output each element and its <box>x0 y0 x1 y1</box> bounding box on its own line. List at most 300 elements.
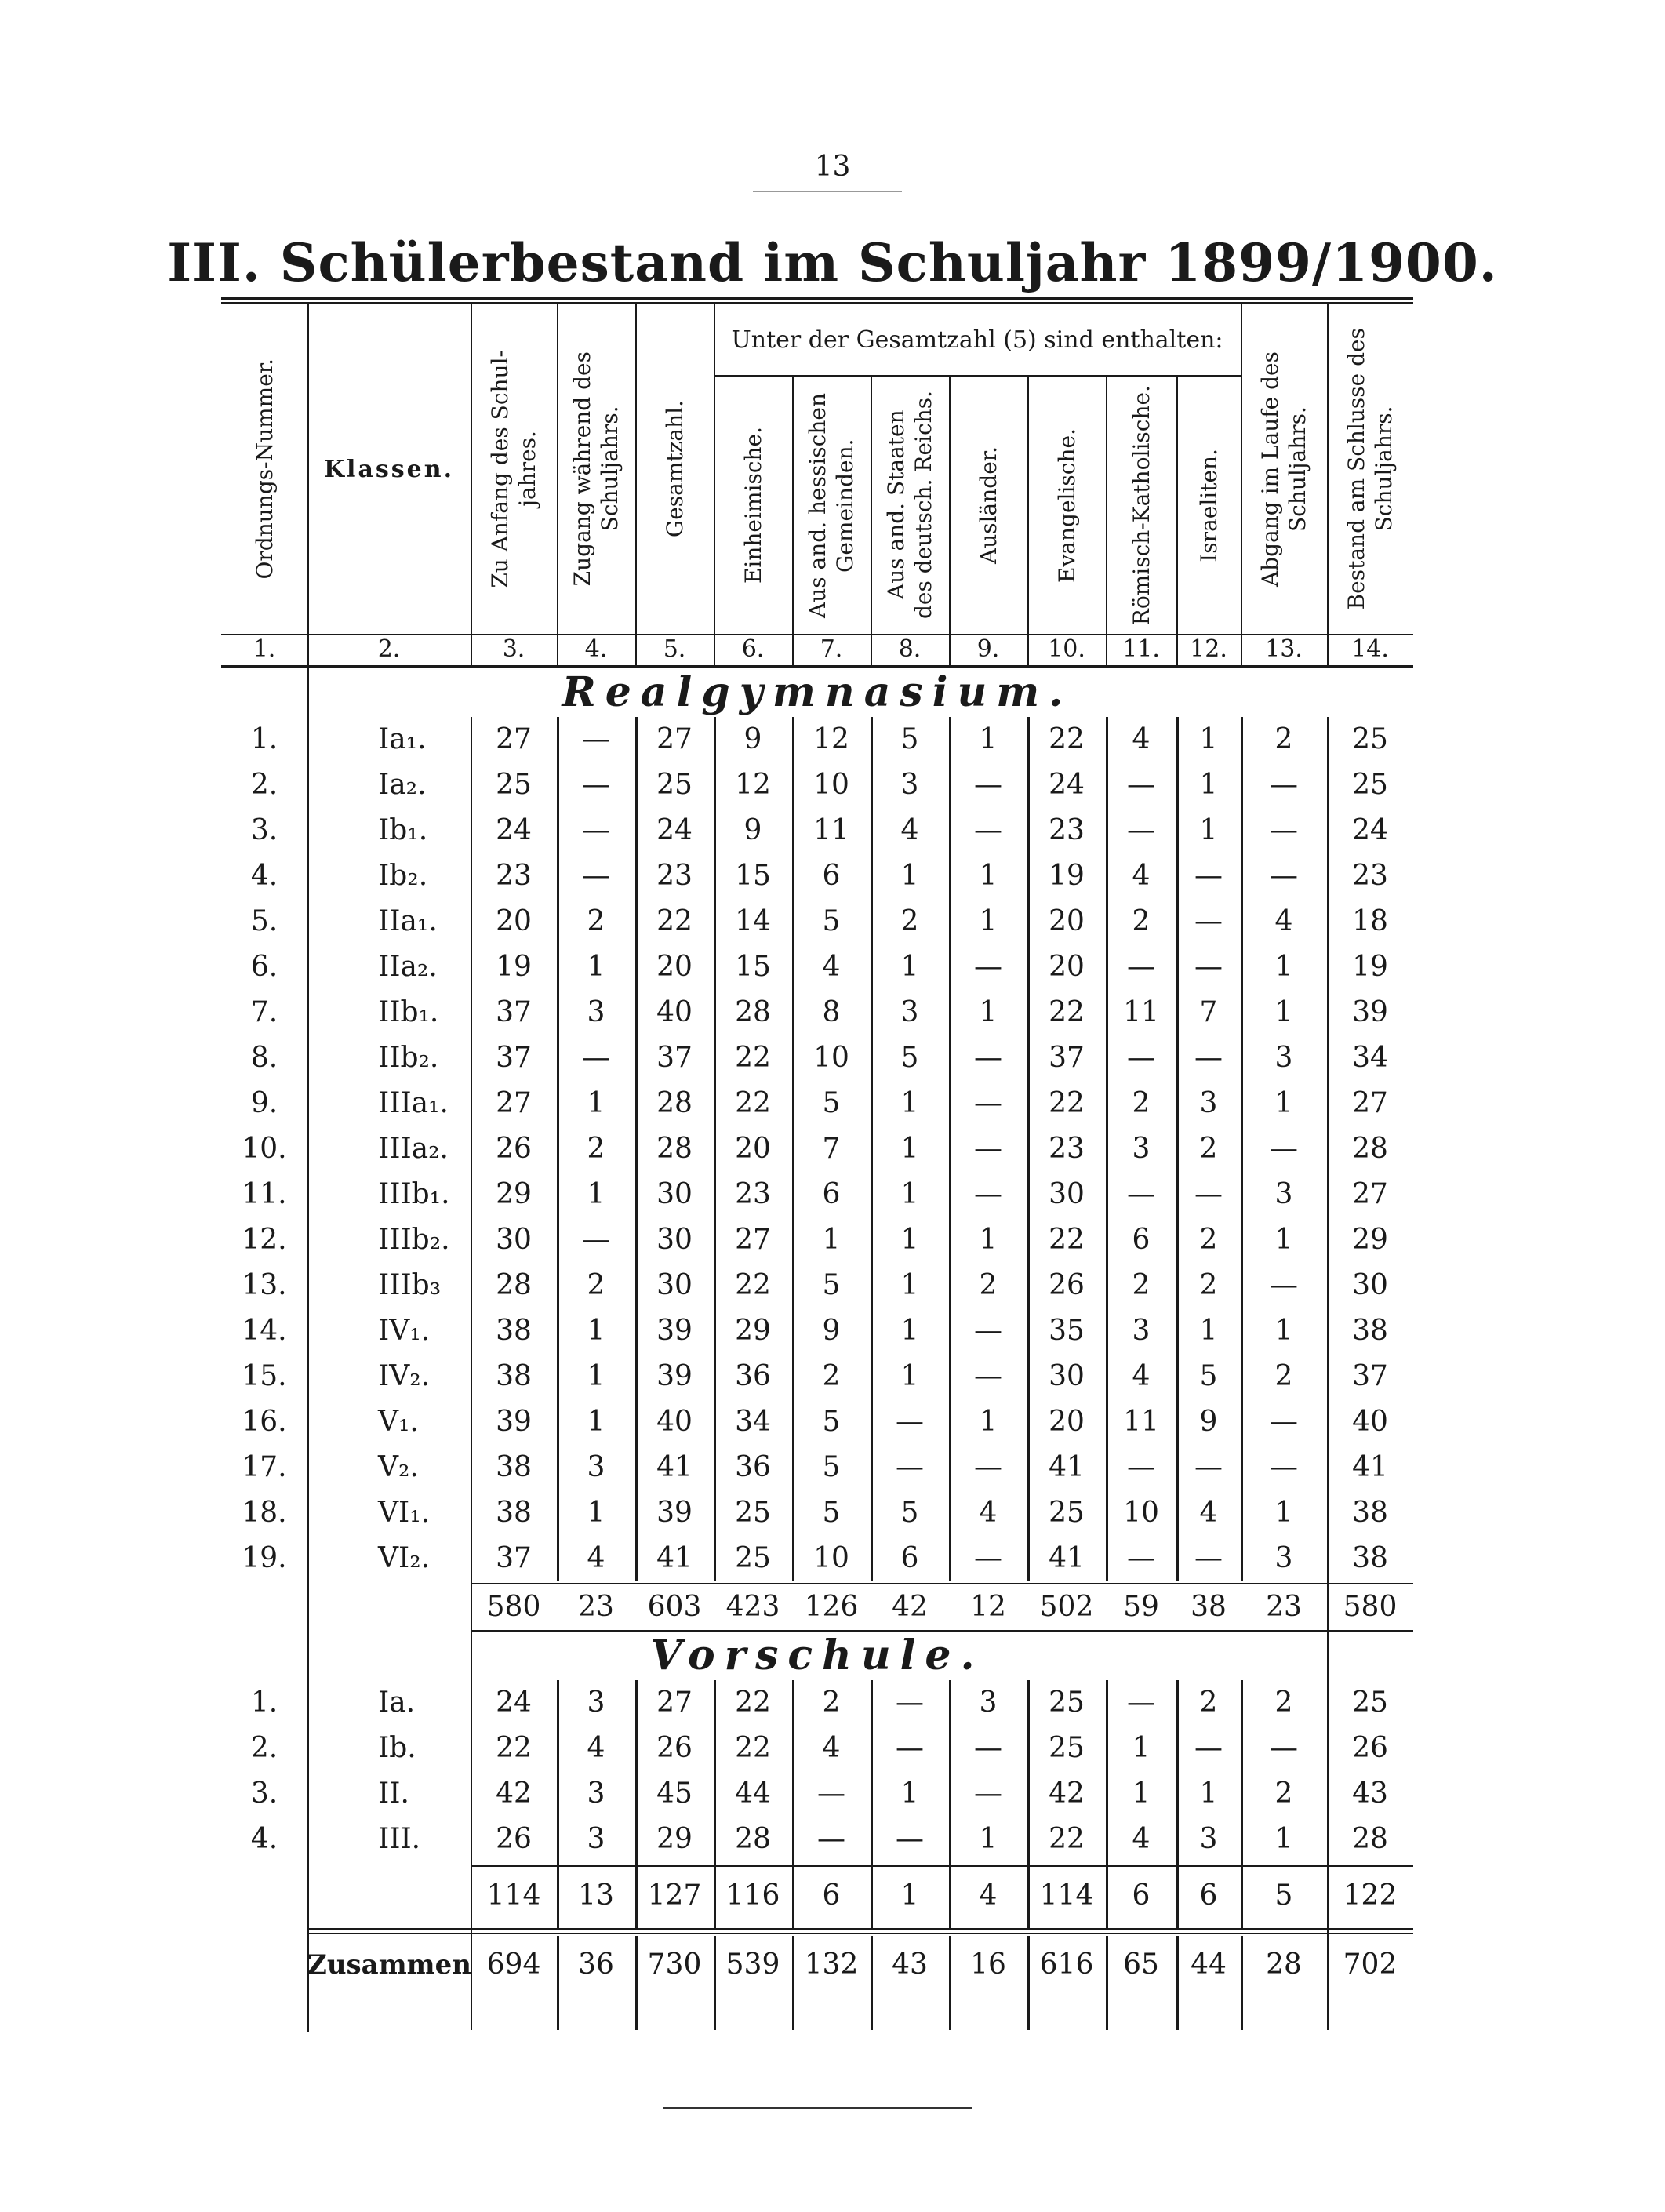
cell-deutsche: 1 <box>900 1133 919 1165</box>
cell-bestand: 28 <box>1352 1823 1388 1855</box>
cell-bestand: 27 <box>1352 1178 1388 1210</box>
body-tick <box>1176 717 1179 1581</box>
cell-auslaender: — <box>974 1777 1002 1810</box>
cell-katholische: 10 <box>1123 1497 1159 1529</box>
cell-anfang: 27 <box>496 1087 532 1119</box>
cell-israeliten: 7 <box>1199 996 1218 1028</box>
cell-gesamt: 20 <box>656 951 693 983</box>
cell-hessische: 5 <box>822 1451 841 1483</box>
total-deutsche: 42 <box>892 1591 928 1623</box>
table-row <box>221 717 1413 762</box>
cell-anfang: 28 <box>496 1269 532 1301</box>
cell-abgang: 1 <box>1274 1087 1293 1119</box>
cell-anfang: 37 <box>496 1542 532 1574</box>
grand-anfang: 694 <box>486 1948 541 1981</box>
cell-katholische: 4 <box>1132 1823 1151 1855</box>
body-tick <box>871 1936 873 2030</box>
cell-nr: 17. <box>242 1451 287 1483</box>
cell-bestand: 24 <box>1352 814 1388 846</box>
cell-bestand: 39 <box>1352 996 1388 1028</box>
table-row <box>221 853 1413 899</box>
cell-auslaender: 3 <box>979 1686 998 1719</box>
cell-klasse: IIIb₃ <box>378 1269 442 1301</box>
cell-hessische: 10 <box>813 769 849 801</box>
total-israeliten: 6 <box>1199 1879 1218 1912</box>
cell-abgang: 1 <box>1274 1497 1293 1529</box>
cell-gesamt: 27 <box>656 723 693 755</box>
cell-evangelische: 30 <box>1049 1360 1085 1392</box>
header-zugang: Zugang während des Schuljahrs. <box>569 351 623 587</box>
body-tick <box>557 1936 559 2030</box>
cell-klasse: Ib₂. <box>378 860 428 892</box>
cell-katholische: 3 <box>1132 1315 1151 1347</box>
header-einheimische: Einheimische. <box>740 426 766 584</box>
cell-bestand: 38 <box>1352 1497 1388 1529</box>
cell-einheimische: 9 <box>743 814 762 846</box>
cell-anfang: 24 <box>496 1686 532 1719</box>
cell-katholische: — <box>1127 1042 1155 1074</box>
cell-deutsche: 1 <box>900 1777 919 1810</box>
cell-deutsche: 5 <box>900 723 919 755</box>
cell-deutsche: 1 <box>900 1178 919 1210</box>
cell-gesamt: 39 <box>656 1497 693 1529</box>
cell-deutsche: 1 <box>900 1360 919 1392</box>
table-row <box>221 1263 1413 1308</box>
total-zugang: 13 <box>578 1879 614 1912</box>
cell-gesamt: 28 <box>656 1133 693 1165</box>
column-number: 2. <box>377 635 401 663</box>
cell-hessische: 5 <box>822 1087 841 1119</box>
cell-anfang: 25 <box>496 769 532 801</box>
cell-klasse: IIIb₁. <box>378 1178 450 1210</box>
cell-abgang: — <box>1270 1451 1298 1483</box>
cell-evangelische: 26 <box>1049 1269 1085 1301</box>
bottom-rule <box>663 2107 972 2109</box>
cell-klasse: IV₁. <box>378 1315 431 1347</box>
cell-katholische: 2 <box>1132 905 1151 937</box>
cell-klasse: IIIb₂. <box>378 1224 450 1256</box>
cell-hessische: — <box>817 1823 845 1855</box>
cell-abgang: 3 <box>1274 1178 1293 1210</box>
cell-anfang: 19 <box>496 951 532 983</box>
cell-hessische: 11 <box>813 814 849 846</box>
column-number: 6. <box>741 635 765 663</box>
page-title: III. Schülerbestand im Schuljahr 1899/1900. <box>167 232 1498 293</box>
cell-deutsche: — <box>896 1406 924 1438</box>
cell-katholische: 1 <box>1132 1777 1151 1810</box>
cell-bestand: 43 <box>1352 1777 1388 1810</box>
cell-abgang: 2 <box>1274 1360 1293 1392</box>
cell-einheimische: 22 <box>735 1732 771 1764</box>
cell-evangelische: 25 <box>1049 1497 1085 1529</box>
cell-hessische: 9 <box>822 1315 841 1347</box>
cell-evangelische: 20 <box>1049 905 1085 937</box>
cell-nr: 1. <box>250 1686 278 1719</box>
cell-einheimische: 12 <box>735 769 771 801</box>
column-number: 14. <box>1351 635 1389 663</box>
cell-einheimische: 44 <box>735 1777 771 1810</box>
body-tick <box>1176 1680 1179 1928</box>
cell-zugang: 3 <box>587 1686 605 1719</box>
body-tick <box>949 717 951 1581</box>
cell-deutsche: 2 <box>900 905 919 937</box>
grand-israeliten: 44 <box>1191 1948 1227 1981</box>
column-number: 8. <box>898 635 922 663</box>
cell-nr: 3. <box>250 814 278 846</box>
table-row <box>221 1126 1413 1172</box>
body-tick <box>635 1680 638 1928</box>
cell-israeliten: 1 <box>1199 769 1218 801</box>
cell-bestand: 38 <box>1352 1542 1388 1574</box>
cell-klasse: IV₂. <box>378 1360 431 1392</box>
cell-abgang: 3 <box>1274 1542 1293 1574</box>
cell-gesamt: 29 <box>656 1823 693 1855</box>
cell-anfang: 38 <box>496 1451 532 1483</box>
column-number: 11. <box>1122 635 1160 663</box>
cell-anfang: 29 <box>496 1178 532 1210</box>
cell-nr: 18. <box>242 1497 287 1529</box>
cell-nr: 9. <box>250 1087 278 1119</box>
cell-klasse: IIb₂. <box>378 1042 439 1074</box>
cell-gesamt: 41 <box>656 1542 693 1574</box>
grand-hessische: 132 <box>804 1948 859 1981</box>
cell-abgang: — <box>1270 1133 1298 1165</box>
grand-auslaender: 16 <box>970 1948 1006 1981</box>
cell-auslaender: — <box>974 1542 1002 1574</box>
body-tick <box>949 1680 951 1928</box>
cell-anfang: 26 <box>496 1133 532 1165</box>
table-row <box>221 1445 1413 1490</box>
cell-auslaender: — <box>974 769 1002 801</box>
cell-auslaender: 1 <box>979 1406 998 1438</box>
cell-nr: 11. <box>242 1178 287 1210</box>
cell-einheimische: 36 <box>735 1360 771 1392</box>
cell-deutsche: 3 <box>900 769 919 801</box>
cell-klasse: Ia. <box>378 1686 416 1719</box>
cell-zugang: 1 <box>587 1315 605 1347</box>
cell-einheimische: 20 <box>735 1133 771 1165</box>
table-row <box>221 1817 1413 1862</box>
body-tick <box>1241 1680 1243 1928</box>
cell-einheimische: 25 <box>735 1497 771 1529</box>
cell-deutsche: 6 <box>900 1542 919 1574</box>
cell-bestand: 28 <box>1352 1133 1388 1165</box>
grand-evangelische: 616 <box>1039 1948 1094 1981</box>
cell-nr: 8. <box>250 1042 278 1074</box>
cell-bestand: 25 <box>1352 723 1388 755</box>
cell-abgang: — <box>1270 1732 1298 1764</box>
cell-abgang: 4 <box>1274 905 1293 937</box>
body-tick <box>1027 717 1030 1581</box>
total-zugang: 23 <box>578 1591 614 1623</box>
cell-auslaender: 1 <box>979 996 998 1028</box>
cell-zugang: — <box>582 814 610 846</box>
cell-zugang: 1 <box>587 1497 605 1529</box>
cell-nr: 16. <box>242 1406 287 1438</box>
cell-zugang: 2 <box>587 1133 605 1165</box>
body-tick <box>1241 717 1243 1581</box>
grand-zugang: 36 <box>578 1948 614 1981</box>
cell-deutsche: 4 <box>900 814 919 846</box>
cell-evangelische: 23 <box>1049 1133 1085 1165</box>
cell-einheimische: 9 <box>743 723 762 755</box>
section-title-vorschule: Vorschule. <box>650 1632 984 1679</box>
body-tick <box>1027 1680 1030 1928</box>
cell-auslaender: 2 <box>979 1269 998 1301</box>
cell-auslaender: 1 <box>979 1224 998 1256</box>
total-anfang: 114 <box>486 1879 541 1912</box>
grand-total-rule-double <box>307 1933 1413 1934</box>
cell-abgang: — <box>1270 860 1298 892</box>
body-tick <box>1241 1936 1243 2030</box>
cell-israeliten: 1 <box>1199 723 1218 755</box>
cell-evangelische: 25 <box>1049 1686 1085 1719</box>
cell-einheimische: 28 <box>735 996 771 1028</box>
cell-auslaender: 1 <box>979 723 998 755</box>
subtotal-row <box>221 1873 1413 1919</box>
table-row <box>221 1536 1413 1581</box>
cell-auslaender: — <box>974 1451 1002 1483</box>
table-row <box>221 1035 1413 1081</box>
cell-gesamt: 37 <box>656 1042 693 1074</box>
total-evangelische: 114 <box>1039 1879 1094 1912</box>
cell-klasse: IIa₁. <box>378 905 438 937</box>
cell-klasse: Ia₁. <box>378 723 427 755</box>
total-gesamt: 127 <box>647 1879 702 1912</box>
cell-katholische: — <box>1127 769 1155 801</box>
cell-gesamt: 40 <box>656 996 693 1028</box>
enrollment-table <box>221 297 1413 2030</box>
cell-katholische: — <box>1127 1542 1155 1574</box>
cell-abgang: — <box>1270 1269 1298 1301</box>
cell-israeliten: — <box>1194 1451 1223 1483</box>
cell-israeliten: 5 <box>1199 1360 1218 1392</box>
cell-bestand: 38 <box>1352 1315 1388 1347</box>
body-tick <box>557 717 559 1581</box>
cell-bestand: 23 <box>1352 860 1388 892</box>
cell-israeliten: 2 <box>1199 1224 1218 1256</box>
cell-bestand: 37 <box>1352 1360 1388 1392</box>
body-tick <box>557 1680 559 1928</box>
cell-auslaender: 1 <box>979 1823 998 1855</box>
cell-einheimische: 34 <box>735 1406 771 1438</box>
grand-katholische: 65 <box>1123 1948 1159 1981</box>
column-number: 4. <box>584 635 608 663</box>
cell-zugang: 1 <box>587 1406 605 1438</box>
cell-abgang: 1 <box>1274 996 1293 1028</box>
cell-nr: 12. <box>242 1224 287 1256</box>
column-number: 12. <box>1190 635 1227 663</box>
table-row <box>221 1399 1413 1445</box>
body-tick <box>714 717 716 1581</box>
cell-katholische: 4 <box>1132 1360 1151 1392</box>
cell-deutsche: 1 <box>900 860 919 892</box>
subtotal-rule <box>471 1865 1413 1867</box>
cell-zugang: 1 <box>587 1360 605 1392</box>
colnum-bottom-rule <box>221 665 1413 668</box>
cell-hessische: 4 <box>822 1732 841 1764</box>
cell-evangelische: 19 <box>1049 860 1085 892</box>
column-number: 7. <box>820 635 843 663</box>
header-klassen: Klassen. <box>323 455 455 483</box>
cell-abgang: 1 <box>1274 1823 1293 1855</box>
cell-deutsche: — <box>896 1451 924 1483</box>
cell-deutsche: — <box>896 1823 924 1855</box>
body-tick <box>871 1680 873 1928</box>
cell-israeliten: 1 <box>1199 814 1218 846</box>
cell-gesamt: 45 <box>656 1777 693 1810</box>
cell-bestand: 26 <box>1352 1732 1388 1764</box>
cell-anfang: 23 <box>496 860 532 892</box>
cell-evangelische: 30 <box>1049 1178 1085 1210</box>
cell-nr: 7. <box>250 996 278 1028</box>
cell-gesamt: 27 <box>656 1686 693 1719</box>
cell-katholische: 1 <box>1132 1732 1151 1764</box>
cell-israeliten: 1 <box>1199 1777 1218 1810</box>
grand-abgang: 28 <box>1266 1948 1302 1981</box>
cell-bestand: 18 <box>1352 905 1388 937</box>
body-tick <box>714 1680 716 1928</box>
body-tick <box>635 1936 638 2030</box>
total-gesamt: 603 <box>647 1591 702 1623</box>
cell-deutsche: 3 <box>900 996 919 1028</box>
body-tick <box>792 717 794 1581</box>
total-anfang: 580 <box>486 1591 541 1623</box>
cell-israeliten: — <box>1194 1178 1223 1210</box>
grand-bestand: 702 <box>1343 1948 1398 1981</box>
cell-nr: 15. <box>242 1360 287 1392</box>
cell-nr: 13. <box>242 1269 287 1301</box>
cell-einheimische: 36 <box>735 1451 771 1483</box>
cell-evangelische: 22 <box>1049 1224 1085 1256</box>
table-row <box>221 1081 1413 1126</box>
cell-nr: 10. <box>242 1133 287 1165</box>
body-tick <box>1027 1936 1030 2030</box>
cell-anfang: 37 <box>496 996 532 1028</box>
cell-anfang: 30 <box>496 1224 532 1256</box>
cell-hessische: 10 <box>813 1042 849 1074</box>
cell-israeliten: — <box>1194 860 1223 892</box>
cell-nr: 2. <box>250 769 278 801</box>
cell-gesamt: 24 <box>656 814 693 846</box>
cell-israeliten: 9 <box>1199 1406 1218 1438</box>
cell-nr: 4. <box>250 1823 278 1855</box>
total-israeliten: 38 <box>1191 1591 1227 1623</box>
cell-zugang: — <box>582 860 610 892</box>
cell-bestand: 27 <box>1352 1087 1388 1119</box>
grand-total-row <box>221 1942 1413 1988</box>
cell-evangelische: 22 <box>1049 1823 1085 1855</box>
cell-israeliten: — <box>1194 905 1223 937</box>
cell-israeliten: 4 <box>1199 1497 1218 1529</box>
table-row <box>221 899 1413 944</box>
cell-nr: 2. <box>250 1732 278 1764</box>
cell-gesamt: 39 <box>656 1360 693 1392</box>
cell-anfang: 42 <box>496 1777 532 1810</box>
cell-einheimische: 22 <box>735 1686 771 1719</box>
cell-israeliten: — <box>1194 1542 1223 1574</box>
total-katholische: 6 <box>1132 1879 1151 1912</box>
cell-israeliten: 1 <box>1199 1315 1218 1347</box>
total-evangelische: 502 <box>1039 1591 1094 1623</box>
cell-gesamt: 23 <box>656 860 693 892</box>
cell-anfang: 20 <box>496 905 532 937</box>
cell-einheimische: 14 <box>735 905 771 937</box>
cell-katholische: 2 <box>1132 1269 1151 1301</box>
total-auslaender: 12 <box>970 1591 1006 1623</box>
cell-hessische: 5 <box>822 1406 841 1438</box>
cell-evangelische: 22 <box>1049 723 1085 755</box>
cell-deutsche: 1 <box>900 1315 919 1347</box>
cell-auslaender: — <box>974 1315 1002 1347</box>
cell-anfang: 22 <box>496 1732 532 1764</box>
cell-auslaender: 4 <box>979 1497 998 1529</box>
cell-klasse: V₂. <box>378 1451 419 1483</box>
cell-einheimische: 25 <box>735 1542 771 1574</box>
cell-israeliten: — <box>1194 951 1223 983</box>
cell-auslaender: 1 <box>979 860 998 892</box>
cell-katholische: — <box>1127 1686 1155 1719</box>
cell-klasse: IIb₁. <box>378 996 439 1028</box>
column-number: 3. <box>502 635 525 663</box>
cell-zugang: — <box>582 769 610 801</box>
cell-evangelische: 25 <box>1049 1732 1085 1764</box>
cell-evangelische: 42 <box>1049 1777 1085 1810</box>
cell-katholische: 4 <box>1132 723 1151 755</box>
cell-zugang: — <box>582 1224 610 1256</box>
table-row <box>221 1726 1413 1771</box>
cell-hessische: 6 <box>822 1178 841 1210</box>
cell-einheimische: 22 <box>735 1042 771 1074</box>
cell-klasse: Ib. <box>378 1732 416 1764</box>
body-tick <box>1176 1936 1179 2030</box>
cell-nr: 5. <box>250 905 278 937</box>
cell-klasse: VI₁. <box>378 1497 431 1529</box>
body-tick <box>792 1680 794 1928</box>
cell-auslaender: 1 <box>979 905 998 937</box>
cell-zugang: — <box>582 1042 610 1074</box>
total-abgang: 23 <box>1266 1591 1302 1623</box>
cell-bestand: 41 <box>1352 1451 1388 1483</box>
total-deutsche: 1 <box>900 1879 919 1912</box>
cell-klasse: Ia₂. <box>378 769 427 801</box>
cell-einheimische: 23 <box>735 1178 771 1210</box>
cell-auslaender: — <box>974 1042 1002 1074</box>
cell-hessische: — <box>817 1777 845 1810</box>
cell-hessische: 5 <box>822 905 841 937</box>
column-number: 5. <box>663 635 686 663</box>
total-einheimische: 116 <box>725 1879 780 1912</box>
body-tick <box>871 717 873 1581</box>
cell-nr: 1. <box>250 723 278 755</box>
cell-evangelische: 22 <box>1049 1087 1085 1119</box>
cell-zugang: 3 <box>587 1451 605 1483</box>
subtotal-row <box>221 1584 1413 1630</box>
cell-evangelische: 41 <box>1049 1451 1085 1483</box>
cell-evangelische: 37 <box>1049 1042 1085 1074</box>
cell-anfang: 39 <box>496 1406 532 1438</box>
cell-zugang: 3 <box>587 1777 605 1810</box>
cell-katholische: — <box>1127 951 1155 983</box>
cell-anfang: 38 <box>496 1315 532 1347</box>
cell-anfang: 24 <box>496 814 532 846</box>
cell-gesamt: 41 <box>656 1451 693 1483</box>
body-tick <box>714 1936 716 2030</box>
cell-zugang: — <box>582 723 610 755</box>
cell-auslaender: — <box>974 814 1002 846</box>
cell-deutsche: 5 <box>900 1042 919 1074</box>
cell-bestand: 30 <box>1352 1269 1388 1301</box>
